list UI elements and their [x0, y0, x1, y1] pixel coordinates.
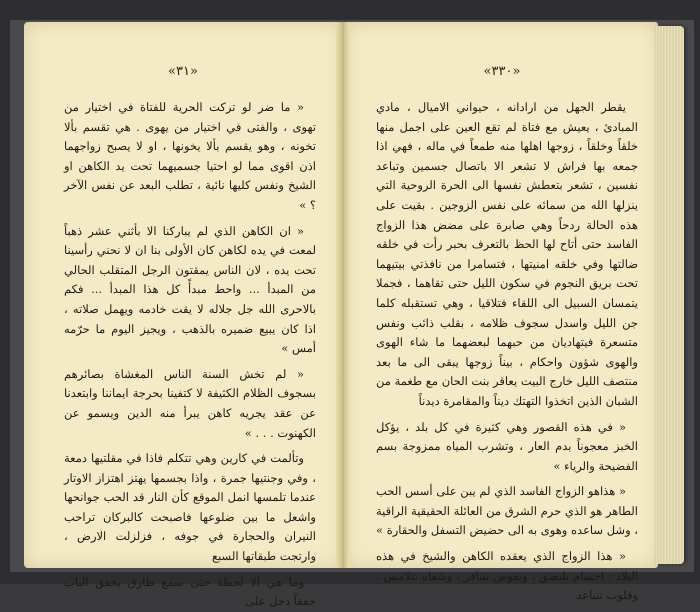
right-page-text [376, 98, 638, 606]
page-edges [656, 26, 684, 564]
right-page-number: «٣٣٠» [483, 64, 521, 79]
right-paragraph: « في هذه القصور وهي كثيرة في كل بلد ، يؤكل الخبز معجوناً بدم العار ، وتشرب المياه ممزوجة بسم الفضيحة والرياء » [376, 419, 638, 473]
right-page [346, 22, 658, 603]
left-paragraph: « لم تخش السنة الناس المغشاة بصائرهم بسجوف الظلام الكثيفة لا كتفينا بحرجة ايماننا وابتعدنا عن عقد يجريه كاهن يبرأ منه الدين ويسمو عن الكهنوت . . . » [64, 366, 316, 440]
left-page-text [64, 98, 316, 612]
left-paragraph: وتألمت في كارين وهي تتكلم فاذا في مقلتيها دمعة ، وفي وجنتيها جمرة ، واذا بجسمها يهتز اهتزاز الاوتار عندما تلمسها انمل الموقع كأن النار قد الحب جوانحها واشعل ما بين ضلوعها فاصبحت كالبركان تراحب النيران والحجارة في جوفه ، فزلزلت الارض ، وارتجت طبقاتها السبع [64, 451, 316, 564]
left-paragraph: وما هي الا لحظة حتى سمع طارق يخفق الباب خفقاً دخل على [64, 574, 316, 609]
left-paragraph: « ان الكاهن الذي لم يباركنا الا بأثني عشر ذهباً لمعت في يده لكاهن كان الأولى بنا ان لا نحني رأسينا تحت يده ، لان الناس يمقتون الرجل المتقلب الحالي من المبدأ ... واحط مبدأً كل هذا المبدأ ... فكم بالاحرى الله جل جلاله لا يقت خادمه ويهمل صلاته ، اذا كان يبيع ضميره بالذهب ، ويجيز اليوم ما حرّمه أمس » [64, 223, 316, 356]
left-page-number: «٣١» [168, 64, 198, 79]
right-paragraph: « هذا الزواج الذي يعقده الكاهن والشيخ في هذه البلاد : اجسام تلتصق ، ونفوس تتنافر ، وشفاه تتلامس ، وقلوب تتباعد [376, 549, 638, 603]
book-gutter [336, 22, 350, 568]
right-paragraph: « هذاهو الزواج الفاسد الذي لم يبن على أسس الحب الطاهر هو الذي حرم الشرق من العائلة الحقيقية الراقية ، وشل ساعده وهوى به الى حضيض التسفل والحقارة » [376, 484, 638, 538]
right-paragraph: يقطر الجهل من ارادانه ، حيواني الاميال ، مادي المبادئ ، يعيش مع فتاة لم تقع العين على اجمل منها خلقاً وخلقاً ، زوجها اهلها منه طمعاً في ماله ، فهي اذا جمعه بها فراش لا تشعر الا باتصال جسمين وتباعد نفسين ، تشعر بتعطش نفسها الى الحرة الروحية التي ينزلها الله من سمائه على نفس الزوجين . بقيت على هذه الحالة ردحاً وهي صابرة على مضض هذا الزواج الفاسد حتى أتاح لها الحظ بالتعرف بحبر رأت في خلقه ضالتها وفي خلقه امنيتها ، فتسامرا من نافذتي بيتيهما تحت بريق النجوم في سكون الليل حتى تقاهما ، فجملا يتمسان السبيل الى اللقاء فتلاقيا ، وهي تستقبله كلما جن الليل واسدل سجوف ظلامه ، بقلب ذائب ونفس متسعرة فيتهاديان من حبهما لبعضهما ما شاء الهوى والهوى شؤون واحكام ، بيناً زوجها يبقى الى ما بعد منتصف الليل خارج البيت يعاقر بنت الحان مع طغمة من الشبان الذين اتخذوا التهتك ديناً والمقامرة ديدناً [376, 100, 638, 408]
left-page [24, 22, 342, 609]
left-paragraph: « ما ضر لو تركت الحرية للفتاة في اختيار من تهوى ، والفتى في اختيار من يهوى . هي تقسم بألا تخونه ، وهو يقسم بألا يخونها ، او لا يصبح زواجهما اذن اقوى مما لو احتيا جسميهما تحت يد الكاهن او الشيخ ونفس كليها نائية ، تطلب البعد عن نفس الآخر ؟ » [64, 100, 316, 212]
